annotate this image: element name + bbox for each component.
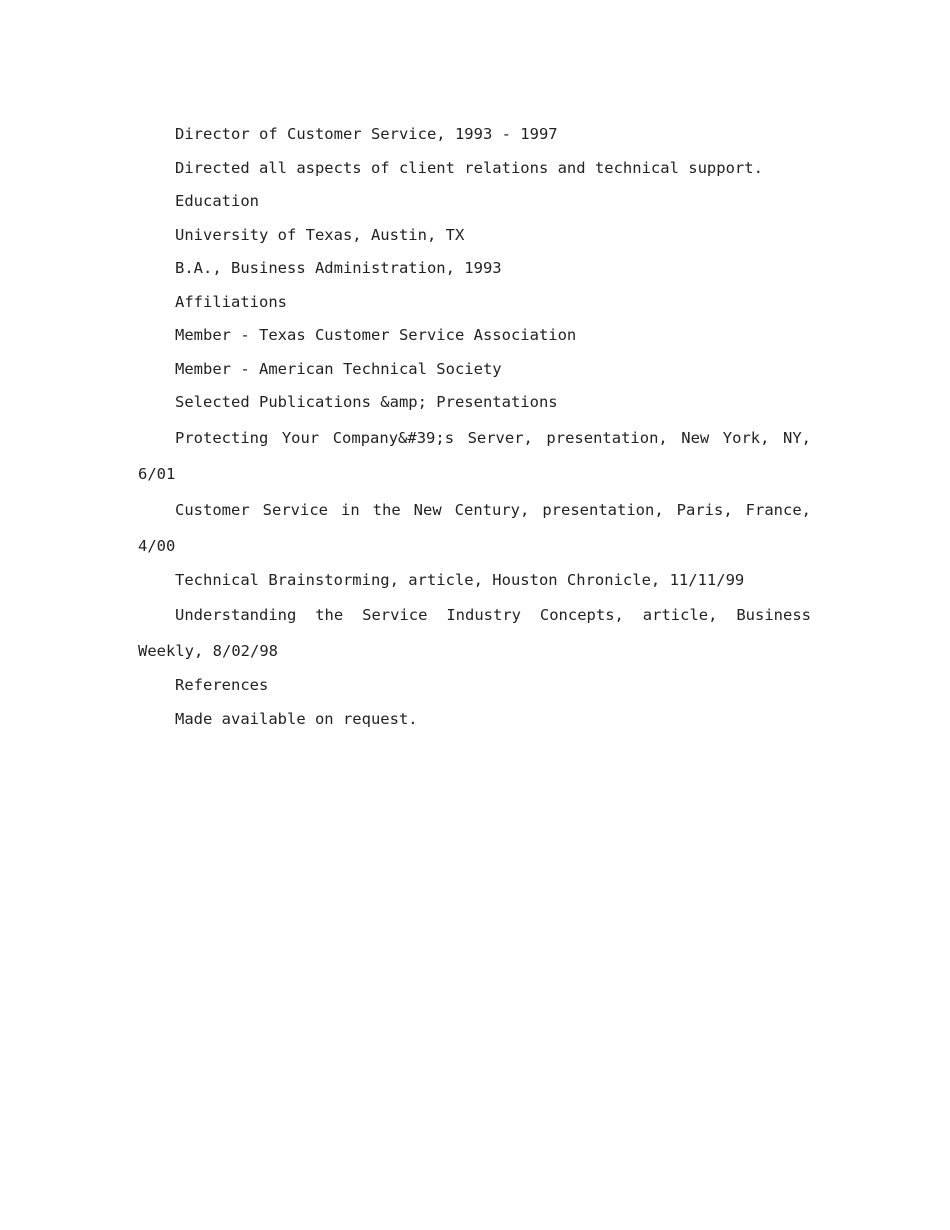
section-heading-publications: Selected Publications &amp; Presentations xyxy=(175,393,558,411)
job-description-line: Directed all aspects of client relations and technical support. xyxy=(175,158,763,177)
education-school-line: University of Texas, Austin, TX xyxy=(175,225,465,244)
section-heading-references: References xyxy=(175,676,269,694)
job-title-line: Director of Customer Service, 1993 - 1997 xyxy=(175,125,558,143)
publication-item: Protecting Your Company&#39;s Server, presentation, New York, NY, 6/01 xyxy=(138,428,811,483)
references-line: Made available on request. xyxy=(175,709,418,728)
affiliation-item: Member - American Technical Society xyxy=(175,359,502,378)
section-heading-education: Education xyxy=(175,192,259,210)
section-heading-affiliations: Affiliations xyxy=(175,292,287,311)
publication-item: Technical Brainstorming, article, Houston Chronicle, 11/11/99 xyxy=(175,570,745,589)
resume-page xyxy=(138,118,811,736)
publication-item: Customer Service in the New Century, presentation, Paris, France, 4/00 xyxy=(138,500,811,555)
education-degree-line: B.A., Business Administration, 1993 xyxy=(175,259,502,277)
affiliation-item: Member - Texas Customer Service Association xyxy=(175,326,577,344)
publication-item: Understanding the Service Industry Concepts, article, Business Weekly, 8/02/98 xyxy=(138,606,811,660)
